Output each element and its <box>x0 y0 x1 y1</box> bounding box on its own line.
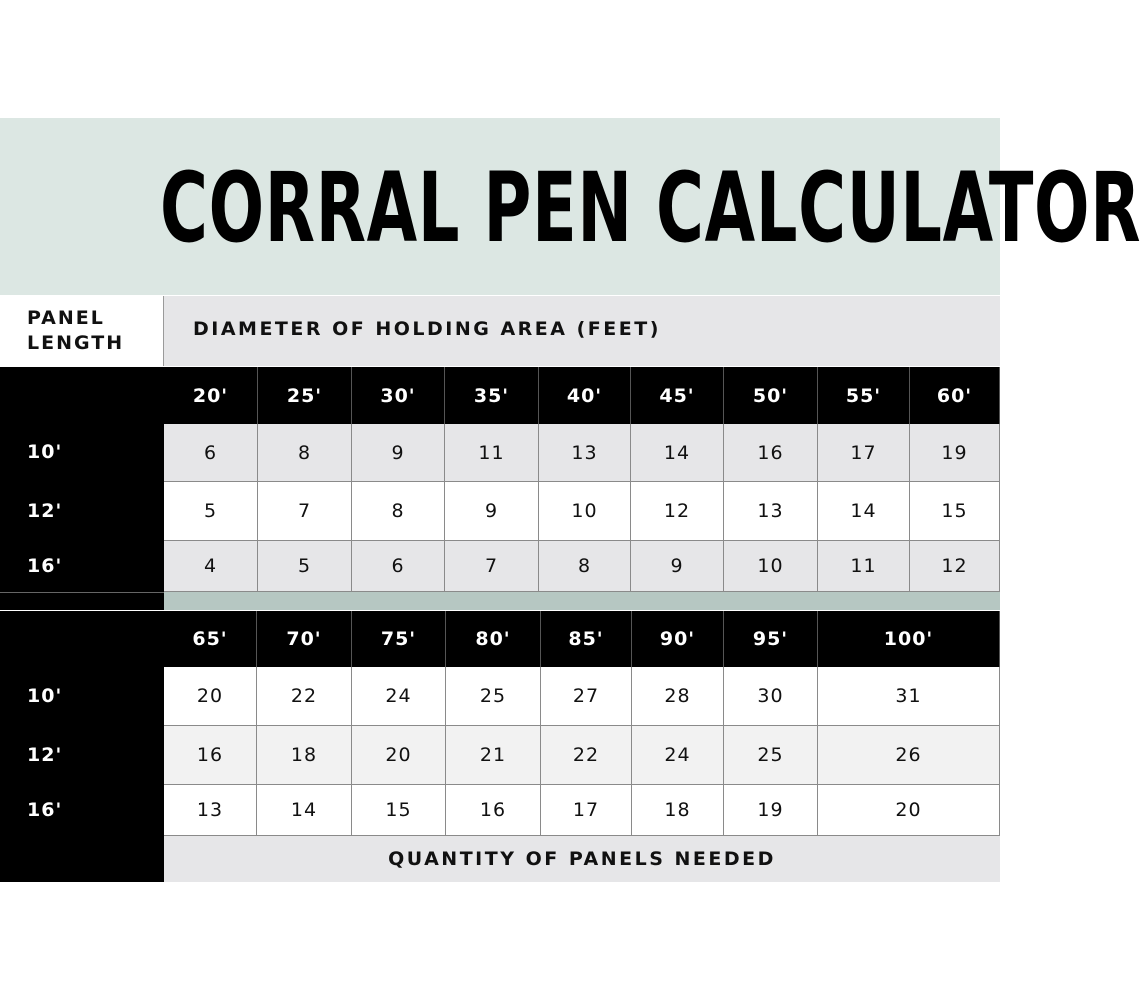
table2-panel-count-cell: 20 <box>818 785 1000 836</box>
table1-diameter-header: 50' <box>724 367 818 424</box>
table1-panel-count-cell: 7 <box>258 482 352 541</box>
table2-panel-count-cell: 20 <box>352 726 446 785</box>
table1-panel-count-cell: 6 <box>164 424 258 482</box>
table1-panel-count-cell: 9 <box>631 541 724 592</box>
table2-panel-count-cell: 21 <box>446 726 541 785</box>
table2-panel-count-cell: 19 <box>724 785 818 836</box>
table2-diameter-header: 95' <box>724 611 818 667</box>
table1-panel-count-cell: 11 <box>818 541 910 592</box>
table1-panel-count-cell: 4 <box>164 541 258 592</box>
table1-panel-count-cell: 13 <box>539 424 631 482</box>
table1-panel-count-cell: 17 <box>818 424 910 482</box>
separator-line <box>0 592 164 593</box>
table2-panel-column <box>0 611 164 836</box>
table2-panel-count-cell: 22 <box>257 667 352 726</box>
table1-panel-count-cell: 12 <box>631 482 724 541</box>
table1-panel-count-cell: 7 <box>445 541 539 592</box>
panel-length-header-line2: LENGTH <box>27 332 125 354</box>
footer-left-block <box>0 836 164 882</box>
panel-length-header <box>0 296 164 366</box>
table2-panel-count-cell: 22 <box>541 726 632 785</box>
table2-panel-length-label: 10' <box>27 684 63 707</box>
table1-diameter-header: 25' <box>258 367 352 424</box>
table2-panel-length-label: 16' <box>27 798 63 821</box>
table1-diameter-header: 20' <box>164 367 258 424</box>
table1-panel-count-cell: 9 <box>352 424 445 482</box>
table2-panel-count-cell: 27 <box>541 667 632 726</box>
table2-panel-length-label: 12' <box>27 743 63 766</box>
table2-panel-count-cell: 17 <box>541 785 632 836</box>
separator-left <box>0 592 164 610</box>
table1-panel-count-cell: 8 <box>539 541 631 592</box>
table1-panel-count-cell: 15 <box>910 482 1000 541</box>
table1-panel-count-cell: 14 <box>631 424 724 482</box>
table1-panel-length-label: 10' <box>27 441 63 463</box>
table2-panel-count-cell: 16 <box>164 726 257 785</box>
table1-diameter-header: 35' <box>445 367 539 424</box>
table1-diameter-header: 40' <box>539 367 631 424</box>
table2-panel-count-cell: 25 <box>446 667 541 726</box>
table1-panel-count-cell: 5 <box>258 541 352 592</box>
table2-panel-count-cell: 30 <box>724 667 818 726</box>
table1-panel-count-cell: 16 <box>724 424 818 482</box>
table2-diameter-header: 100' <box>818 611 1000 667</box>
table1-panel-count-cell: 12 <box>910 541 1000 592</box>
table2-panel-count-cell: 18 <box>257 726 352 785</box>
table2-panel-count-cell: 28 <box>632 667 724 726</box>
footer-label: QUANTITY OF PANELS NEEDED <box>388 848 776 870</box>
table2-diameter-header: 65' <box>164 611 257 667</box>
table2-panel-count-cell: 18 <box>632 785 724 836</box>
table1-panel-count-cell: 10 <box>539 482 631 541</box>
table2-panel-count-cell: 24 <box>352 667 446 726</box>
table1-panel-count-cell: 14 <box>818 482 910 541</box>
table1-panel-count-cell: 10 <box>724 541 818 592</box>
separator-band <box>164 592 1000 610</box>
panel-length-header-line1: PANEL <box>27 307 105 329</box>
table1-panel-count-cell: 19 <box>910 424 1000 482</box>
table1-panel-length-label: 16' <box>27 554 63 577</box>
table2-diameter-header: 70' <box>257 611 352 667</box>
table2-panel-count-cell: 20 <box>164 667 257 726</box>
table1-panel-count-cell: 13 <box>724 482 818 541</box>
table1-panel-length-label: 12' <box>27 499 63 522</box>
diameter-header-label: DIAMETER OF HOLDING AREA (FEET) <box>193 318 661 340</box>
table1-diameter-header: 55' <box>818 367 910 424</box>
table1-panel-count-cell: 8 <box>352 482 445 541</box>
table2-diameter-header: 80' <box>446 611 541 667</box>
table1-panel-count-cell: 9 <box>445 482 539 541</box>
footer-label-box <box>164 836 1000 882</box>
table2-panel-count-cell: 26 <box>818 726 1000 785</box>
table2-diameter-header: 75' <box>352 611 446 667</box>
table1-panel-count-cell: 11 <box>445 424 539 482</box>
table2-panel-count-cell: 31 <box>818 667 1000 726</box>
table1-panel-count-cell: 6 <box>352 541 445 592</box>
page-title: CORRAL PEN CALCULATOR <box>160 152 1141 264</box>
diameter-header <box>164 296 1000 366</box>
table2-diameter-header: 90' <box>632 611 724 667</box>
table2-panel-count-cell: 25 <box>724 726 818 785</box>
table2-panel-count-cell: 14 <box>257 785 352 836</box>
table2-panel-count-cell: 15 <box>352 785 446 836</box>
table2-panel-count-cell: 24 <box>632 726 724 785</box>
table2-diameter-header: 85' <box>541 611 632 667</box>
table1-panel-column <box>0 367 164 592</box>
table1-diameter-header: 45' <box>631 367 724 424</box>
table1-panel-count-cell: 5 <box>164 482 258 541</box>
table1-panel-count-cell: 8 <box>258 424 352 482</box>
table1-diameter-header: 60' <box>910 367 1000 424</box>
table2-panel-count-cell: 16 <box>446 785 541 836</box>
table1-diameter-header: 30' <box>352 367 445 424</box>
table2-panel-count-cell: 13 <box>164 785 257 836</box>
